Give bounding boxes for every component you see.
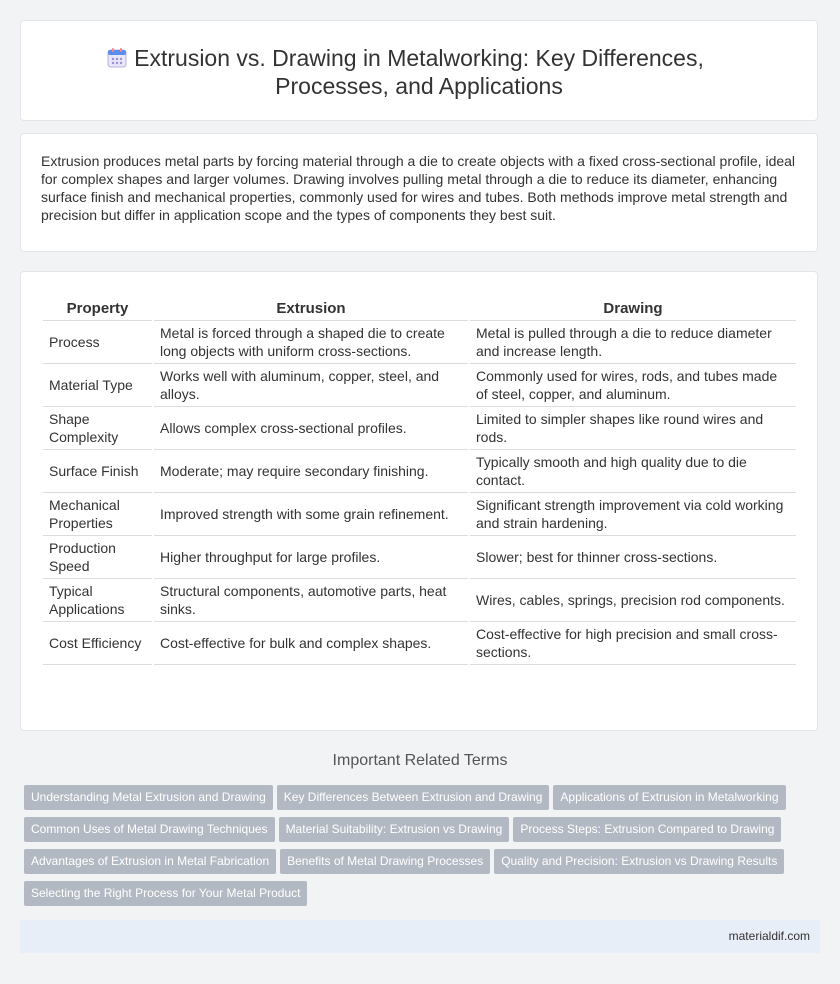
column-header-drawing: Drawing	[470, 296, 796, 321]
property-cell: Material Type	[43, 364, 152, 407]
related-term-tag[interactable]: Process Steps: Extrusion Compared to Drawing	[513, 817, 781, 842]
table-row	[43, 450, 796, 493]
column-header-extrusion: Extrusion	[154, 296, 468, 321]
intro-text: Extrusion produces metal parts by forcing material through a die to create objects with a fixed cross-sectional profile, ideal for complex shapes and larger volumes. Drawing involves pulling metal through a die to reduce its diameter, enhancing surface finish and mechanical properties, commonly used for wires and tubes. Both methods improve metal strength and precision but differ in application scope and the types of components they best suit.	[41, 153, 796, 223]
related-term-tag[interactable]: Applications of Extrusion in Metalworking	[553, 785, 785, 810]
related-term-tag[interactable]: Advantages of Extrusion in Metal Fabrication	[24, 849, 276, 874]
drawing-cell: Metal is pulled through a die to reduce diameter and increase length.	[470, 321, 796, 364]
drawing-cell: Slower; best for thinner cross-sections.	[470, 536, 796, 579]
drawing-cell: Typically smooth and high quality due to die contact.	[470, 450, 796, 493]
property-cell: Shape Complexity	[43, 407, 152, 450]
drawing-cell: Commonly used for wires, rods, and tubes made of steel, copper, and aluminum.	[470, 364, 796, 407]
table-row	[43, 579, 796, 622]
related-terms-list	[24, 785, 804, 913]
related-term-tag[interactable]: Key Differences Between Extrusion and Drawing	[277, 785, 550, 810]
extrusion-cell: Metal is forced through a shaped die to create long objects with uniform cross-sections.	[154, 321, 468, 364]
extrusion-cell: Improved strength with some grain refinement.	[154, 493, 468, 536]
footer-site-link[interactable]: materialdif.com	[728, 929, 810, 943]
table-row	[43, 364, 796, 407]
related-terms-heading: Important Related Terms	[332, 752, 508, 769]
header-card	[20, 20, 818, 121]
extrusion-cell: Moderate; may require secondary finishing.	[154, 450, 468, 493]
extrusion-cell: Cost-effective for bulk and complex shapes.	[154, 622, 468, 665]
property-cell: Process	[43, 321, 152, 364]
property-cell: Mechanical Properties	[43, 493, 152, 536]
extrusion-cell: Works well with aluminum, copper, steel, and alloys.	[154, 364, 468, 407]
extrusion-cell: Allows complex cross-sectional profiles.	[154, 407, 468, 450]
extrusion-cell: Structural components, automotive parts, heat sinks.	[154, 579, 468, 622]
related-term-tag[interactable]: Benefits of Metal Drawing Processes	[280, 849, 490, 874]
property-cell: Typical Applications	[43, 579, 152, 622]
drawing-cell: Wires, cables, springs, precision rod components.	[470, 579, 796, 622]
intro-card	[20, 133, 818, 252]
related-term-tag[interactable]: Understanding Metal Extrusion and Drawing	[24, 785, 273, 810]
table-row	[43, 536, 796, 579]
property-cell: Production Speed	[43, 536, 152, 579]
table-row	[43, 493, 796, 536]
comparison-table	[41, 296, 798, 665]
table-row	[43, 407, 796, 450]
drawing-cell: Limited to simpler shapes like round wires and rods.	[470, 407, 796, 450]
related-term-tag[interactable]: Common Uses of Metal Drawing Techniques	[24, 817, 275, 842]
column-header-property: Property	[43, 296, 152, 321]
drawing-cell: Cost-effective for high precision and small cross-sections.	[470, 622, 796, 665]
property-cell: Cost Efficiency	[43, 622, 152, 665]
property-cell: Surface Finish	[43, 450, 152, 493]
drawing-cell: Significant strength improvement via cold working and strain hardening.	[470, 493, 796, 536]
related-term-tag[interactable]: Material Suitability: Extrusion vs Drawing	[279, 817, 510, 842]
table-header-row	[43, 296, 796, 321]
page-title: Extrusion vs. Drawing in Metalworking: Key Differences, Processes, and Applications	[134, 45, 704, 99]
table-row	[43, 321, 796, 364]
related-term-tag[interactable]: Selecting the Right Process for Your Metal Product	[24, 881, 307, 906]
comparison-table-card	[20, 271, 818, 731]
extrusion-cell: Higher throughput for large profiles.	[154, 536, 468, 579]
footer	[20, 920, 820, 953]
related-term-tag[interactable]: Quality and Precision: Extrusion vs Drawing Results	[494, 849, 784, 874]
table-row	[43, 622, 796, 665]
